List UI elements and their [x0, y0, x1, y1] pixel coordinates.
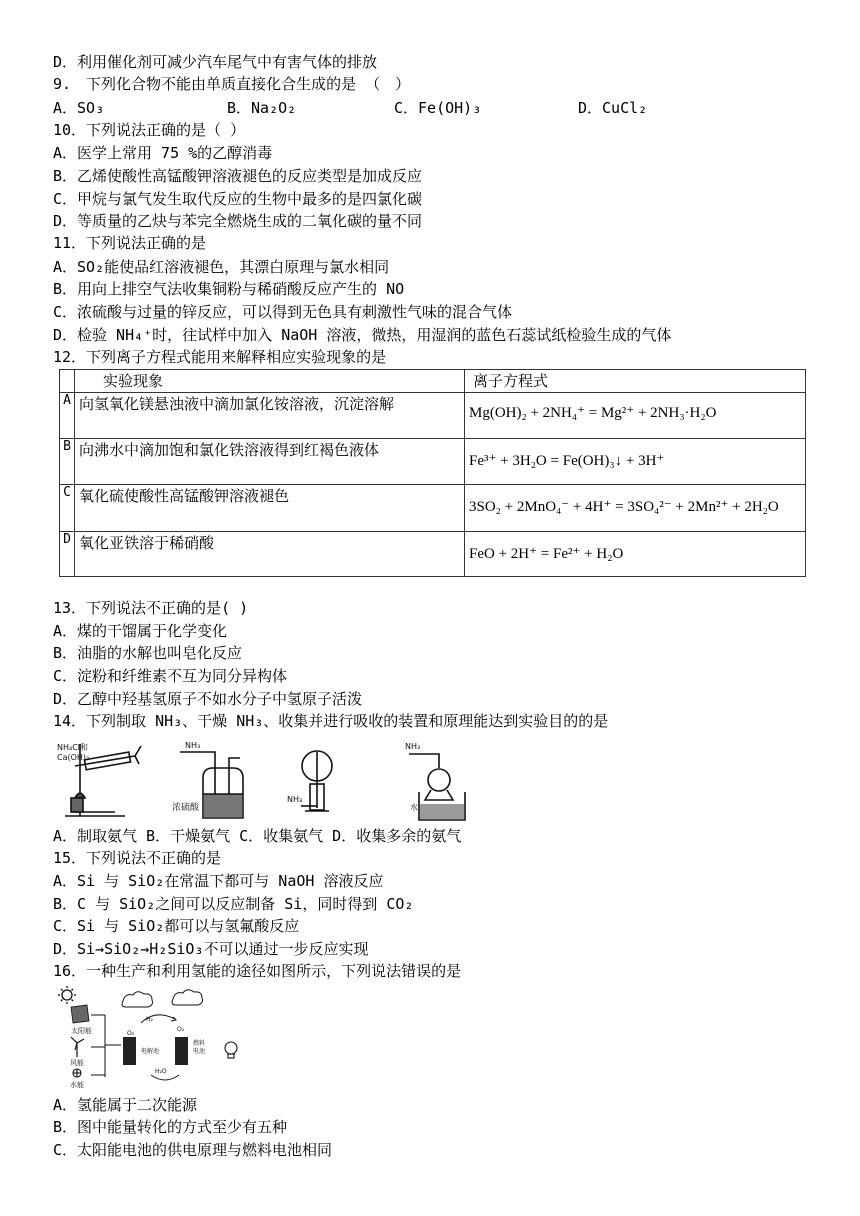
q9-stem: 9. 下列化合物不能由单质直接化合生成的是 （ ）	[53, 75, 411, 93]
fig14-label-a1: NH₄Cl和	[57, 743, 89, 752]
table-row	[60, 439, 806, 485]
fig16-label-fuel2: 电池	[193, 1048, 206, 1055]
q13-option-a: A．煤的干馏属于化学变化	[53, 622, 228, 640]
fig16-label-o2b: O₂	[177, 1026, 185, 1033]
fig14-label-a2: Ca(OH)₂	[57, 753, 90, 762]
q10-stem: 10．下列说法正确的是（ ）	[53, 121, 246, 139]
electrolyzer-icon	[123, 1037, 136, 1065]
q10-option-d: D．等质量的乙炔与苯完全燃烧生成的二氧化碳的量不同	[53, 212, 423, 230]
fig16-label-o2a: O₂	[127, 1030, 135, 1037]
q15-option-d: D．Si→SiO₂→H₂SiO₃不可以通过一步反应实现	[53, 940, 369, 958]
q15-option-c: C．Si 与 SiO₂都可以与氢氟酸反应	[53, 917, 300, 935]
q16-option-c: C．太阳能电池的供电原理与燃料电池相同	[53, 1141, 333, 1159]
q8-option-d: D．利用催化剂可减少汽车尾气中有害气体的排放	[53, 53, 378, 71]
row-equation: Mg(OH)₂ + 2NH₄⁺ = Mg²⁺ + 2NH₃·H₂O	[465, 393, 806, 439]
fig14-label-b2: 浓硫酸	[172, 803, 200, 813]
q11-option-d: D．检验 NH₄⁺时，往试样中加入 NaOH 溶液，微热，用湿润的蓝色石蕊试纸检验生成的气体	[53, 326, 672, 344]
fig16-label-h2: H₂	[146, 1016, 153, 1023]
q9-option-d: D．CuCl₂	[578, 99, 648, 117]
q14-stem: 14．下列制取 NH₃、干燥 NH₃、收集并进行吸收的装置和原理能达到实验目的的是	[53, 712, 609, 730]
fig16-label-h2o: H₂O	[155, 1068, 167, 1075]
fig16-label-solar: 太阳能	[71, 1027, 92, 1035]
fig14-label-c1: NH₃	[287, 795, 303, 804]
fig14-label-d2: 水	[410, 803, 418, 812]
fuel-cell-icon	[175, 1037, 188, 1065]
fig16-label-water: 水能	[70, 1081, 84, 1089]
fig16-label-electrolyzer: 电解池	[141, 1048, 160, 1055]
sun-icon	[58, 986, 76, 1004]
wind-turbine-icon	[71, 1037, 84, 1057]
table-row	[60, 532, 806, 577]
q9-option-c: C．Fe(OH)₃	[394, 99, 482, 117]
q15-option-a: A．Si 与 SiO₂在常温下都可与 NaOH 溶液反应	[53, 872, 384, 890]
q12-stem: 12．下列离子方程式能用来解释相应实验现象的是	[53, 348, 387, 366]
q11-option-b: B．用向上排空气法收集铜粉与稀硝酸反应产生的 NO	[53, 280, 405, 298]
q13-option-d: D．乙醇中羟基氢原子不如水分子中氢原子活泼	[53, 690, 363, 708]
row-equation: Fe³⁺ + 3H₂O = Fe(OH)₃↓ + 3H⁺	[465, 439, 806, 485]
q16-hydrogen-energy-figure	[55, 985, 255, 1091]
table-row	[60, 393, 806, 439]
q10-option-c: C．甲烷与氯气发生取代反应的生物中最多的是四氯化碳	[53, 190, 423, 208]
q10-option-b: B．乙烯使酸性高锰酸钾溶液褪色的反应类型是加成反应	[53, 167, 423, 185]
q14-apparatus-figure	[55, 738, 505, 822]
row-key: B	[60, 439, 75, 485]
solar-panel-icon	[71, 1005, 89, 1023]
q16-stem: 16．一种生产和利用氢能的途径如图所示，下列说法错误的是	[53, 962, 462, 980]
table-header-key	[60, 370, 75, 393]
row-key: D	[60, 532, 75, 577]
q9-option-a: A．SO₃	[53, 99, 105, 117]
table-header-equation: 离子方程式	[465, 370, 806, 393]
row-phenomenon: 氧化亚铁溶于稀硝酸	[75, 532, 465, 577]
q13-stem: 13．下列说法不正确的是( )	[53, 599, 249, 617]
row-key: C	[60, 485, 75, 532]
row-equation: 3SO₂ + 2MnO₄⁻ + 4H⁺ = 3SO₄²⁻ + 2Mn²⁺ + 2H₂O	[465, 485, 806, 532]
collection-flask	[301, 751, 332, 811]
connector-lines	[91, 1015, 121, 1077]
q10-option-a: A．医学上常用 75 %的乙醇消毒	[53, 144, 273, 162]
q13-option-b: B．油脂的水解也叫皂化反应	[53, 644, 243, 662]
water-wheel-icon	[73, 1069, 81, 1077]
q9-option-b: B．Na₂O₂	[227, 99, 297, 117]
q16-option-b: B．图中能量转化的方式至少有五种	[53, 1118, 288, 1136]
q15-stem: 15．下列说法不正确的是	[53, 849, 222, 867]
row-equation: FeO + 2H⁺ = Fe²⁺ + H₂O	[465, 532, 806, 577]
fig14-label-b1: NH₃	[185, 741, 201, 750]
fig16-label-fuel1: 燃料	[193, 1040, 206, 1047]
bulb-icon	[225, 1042, 237, 1058]
q16-option-a: A．氢能属于二次能源	[53, 1096, 198, 1114]
q11-option-a: A．SO₂能使品红溶液褪色，其漂白原理与氯水相同	[53, 258, 390, 276]
experiment-table	[59, 369, 806, 577]
row-phenomenon: 氧化硫使酸性高锰酸钾溶液褪色	[75, 485, 465, 532]
row-phenomenon: 向沸水中滴加饱和氯化铁溶液得到红褐色液体	[75, 439, 465, 485]
fig14-label-d1: NH₃	[405, 742, 421, 751]
table-header-phenomenon: 实验现象	[75, 370, 465, 393]
q11-stem: 11．下列说法正确的是	[53, 234, 207, 252]
row-key: A	[60, 393, 75, 439]
q11-option-c: C．浓硫酸与过量的锌反应，可以得到无色具有刺激性气味的混合气体	[53, 303, 513, 321]
row-phenomenon: 向氢氧化镁悬浊液中滴加氯化铵溶液，沉淀溶解	[75, 393, 465, 439]
table-header-row	[60, 370, 806, 393]
fig16-label-wind: 风能	[70, 1059, 84, 1067]
q13-option-c: C．淀粉和纤维素不互为同分异构体	[53, 667, 288, 685]
q14-options: A．制取氨气 B．干燥氨气 C．收集氨气 D．收集多余的氨气	[53, 827, 462, 845]
table-row	[60, 485, 806, 532]
q15-option-b: B．C 与 SiO₂之间可以反应制备 Si，同时得到 CO₂	[53, 895, 414, 913]
